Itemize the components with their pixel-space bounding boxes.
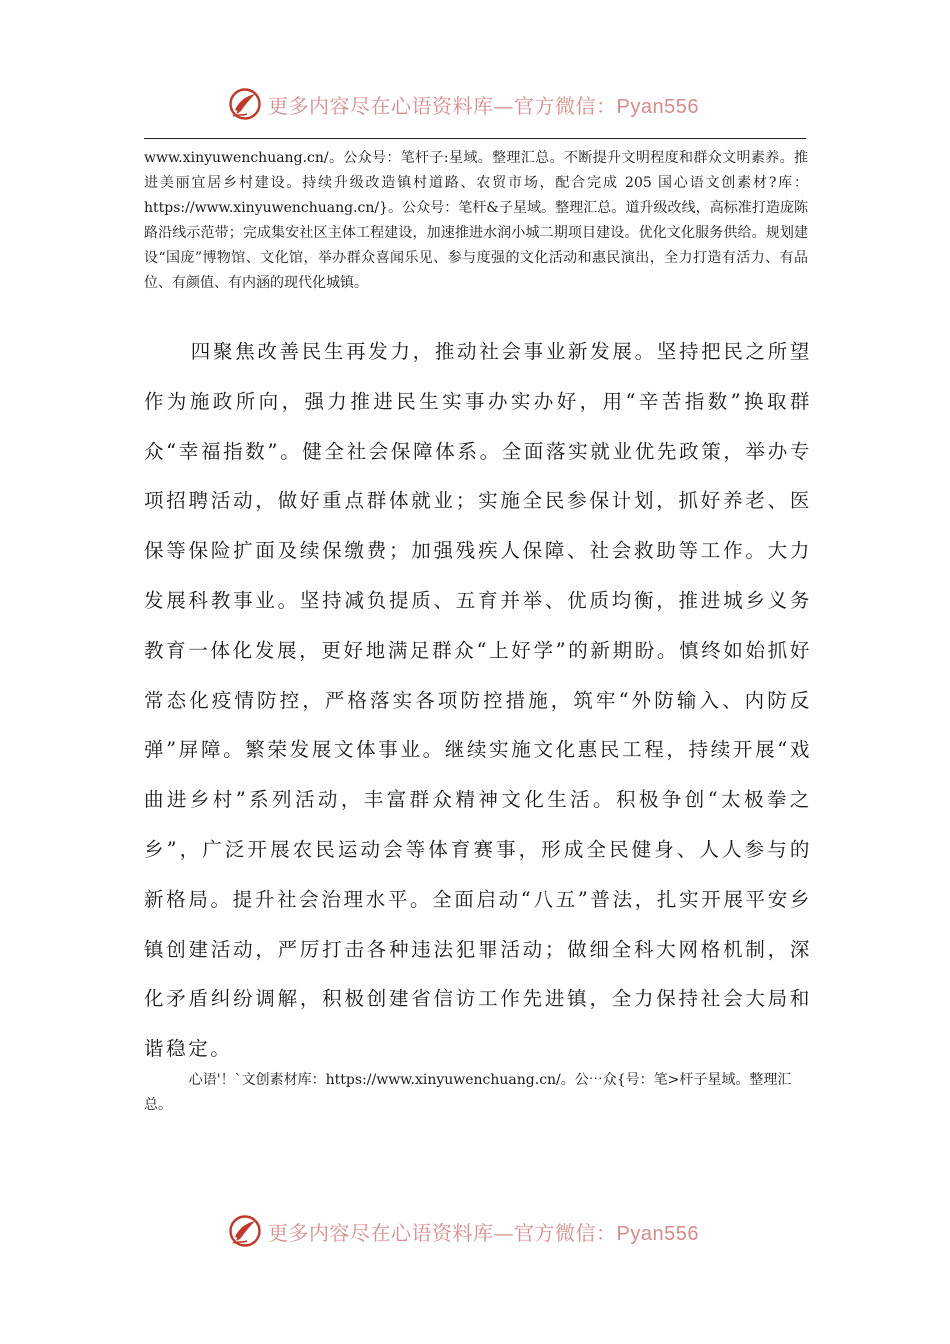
banner-wechat-id: Pyan556 — [616, 1222, 699, 1245]
header-banner — [228, 84, 728, 124]
top-paragraph: www.xinyuwenchuang.cn/。公众号：笔杆子:星域。整理汇总。不断提升文明程度和群众文明素养。推进美丽宜居乡村建设。持续升级改造镇村道路、农贸市场，配合完成 205 国心语文创素材?库：https://www.xinyuwenchuang.cn/}。公众号：笔杆&子星域。整理汇总。道升级改线，高标准打造庞陈路沿线示范带；完成集安社区主体工程建设，加速推进水润小城二期项目建设。优化文化服务供给。规划建设“国庞”博物馆、文化馆，举办群众喜闻乐见、参与度强的文化活动和惠民演出，全力打造有活力、有品位、有颜值、有内涵的现代化城镇。 — [144, 150, 808, 291]
pen-logo-icon — [228, 87, 262, 121]
pen-logo-icon — [228, 1214, 262, 1248]
main-paragraph: 四聚焦改善民生再发力，推动社会事业新发展。坚持把民之所望作为施政所向，强力推进民生实事办实办好，用“辛苦指数”换取群众“幸福指数”。健全社会保障体系。全面落实就业优先政策，举办专项招聘活动，做好重点群体就业；实施全民参保计划，抓好养老、医保等保险扩面及续保缴费；加强残疾人保障、社会救助等工作。大力发展科教事业。坚持减负提质、五育并举、优质均衡，推进城乡义务教育一体化发展，更好地满足群众“上好学”的新期盼。慎终如始抓好常态化疫情防控，严格落实各项防控措施，筑牢“外防输入、内防反弹”屏障。繁荣发展文体事业。继续实施文化惠民工程，持续开展“戏曲进乡村”系列活动，丰富群众精神文化生活。积极争创“太极拳之乡”，广泛开展农民运动会等体育赛事，形成全民健身、人人参与的新格局。提升社会治理水平。全面启动“八五”普法，扎实开展平安乡镇创建活动，严厉打击各种违法犯罪活动；做细全科大网格机制，深化矛盾纠纷调解，积极创建省信访工作先进镇，全力保持社会大局和谐稳定。 — [144, 340, 812, 1061]
footer-note: 心语'！`文创素材库：https://www.xinyuwenchuang.cn/。公⋯众{号：笔>杆子星域。整理汇总。 — [144, 1072, 792, 1113]
header-rule — [144, 138, 806, 139]
banner-text — [268, 90, 699, 119]
banner-wechat-id: Pyan556 — [616, 95, 699, 118]
footer-banner — [228, 1211, 728, 1251]
banner-main-text: 更多内容尽在心语资料库—官方微信： — [268, 1220, 617, 1245]
banner-main-text: 更多内容尽在心语资料库—官方微信： — [268, 93, 617, 118]
banner-text — [268, 1217, 699, 1246]
